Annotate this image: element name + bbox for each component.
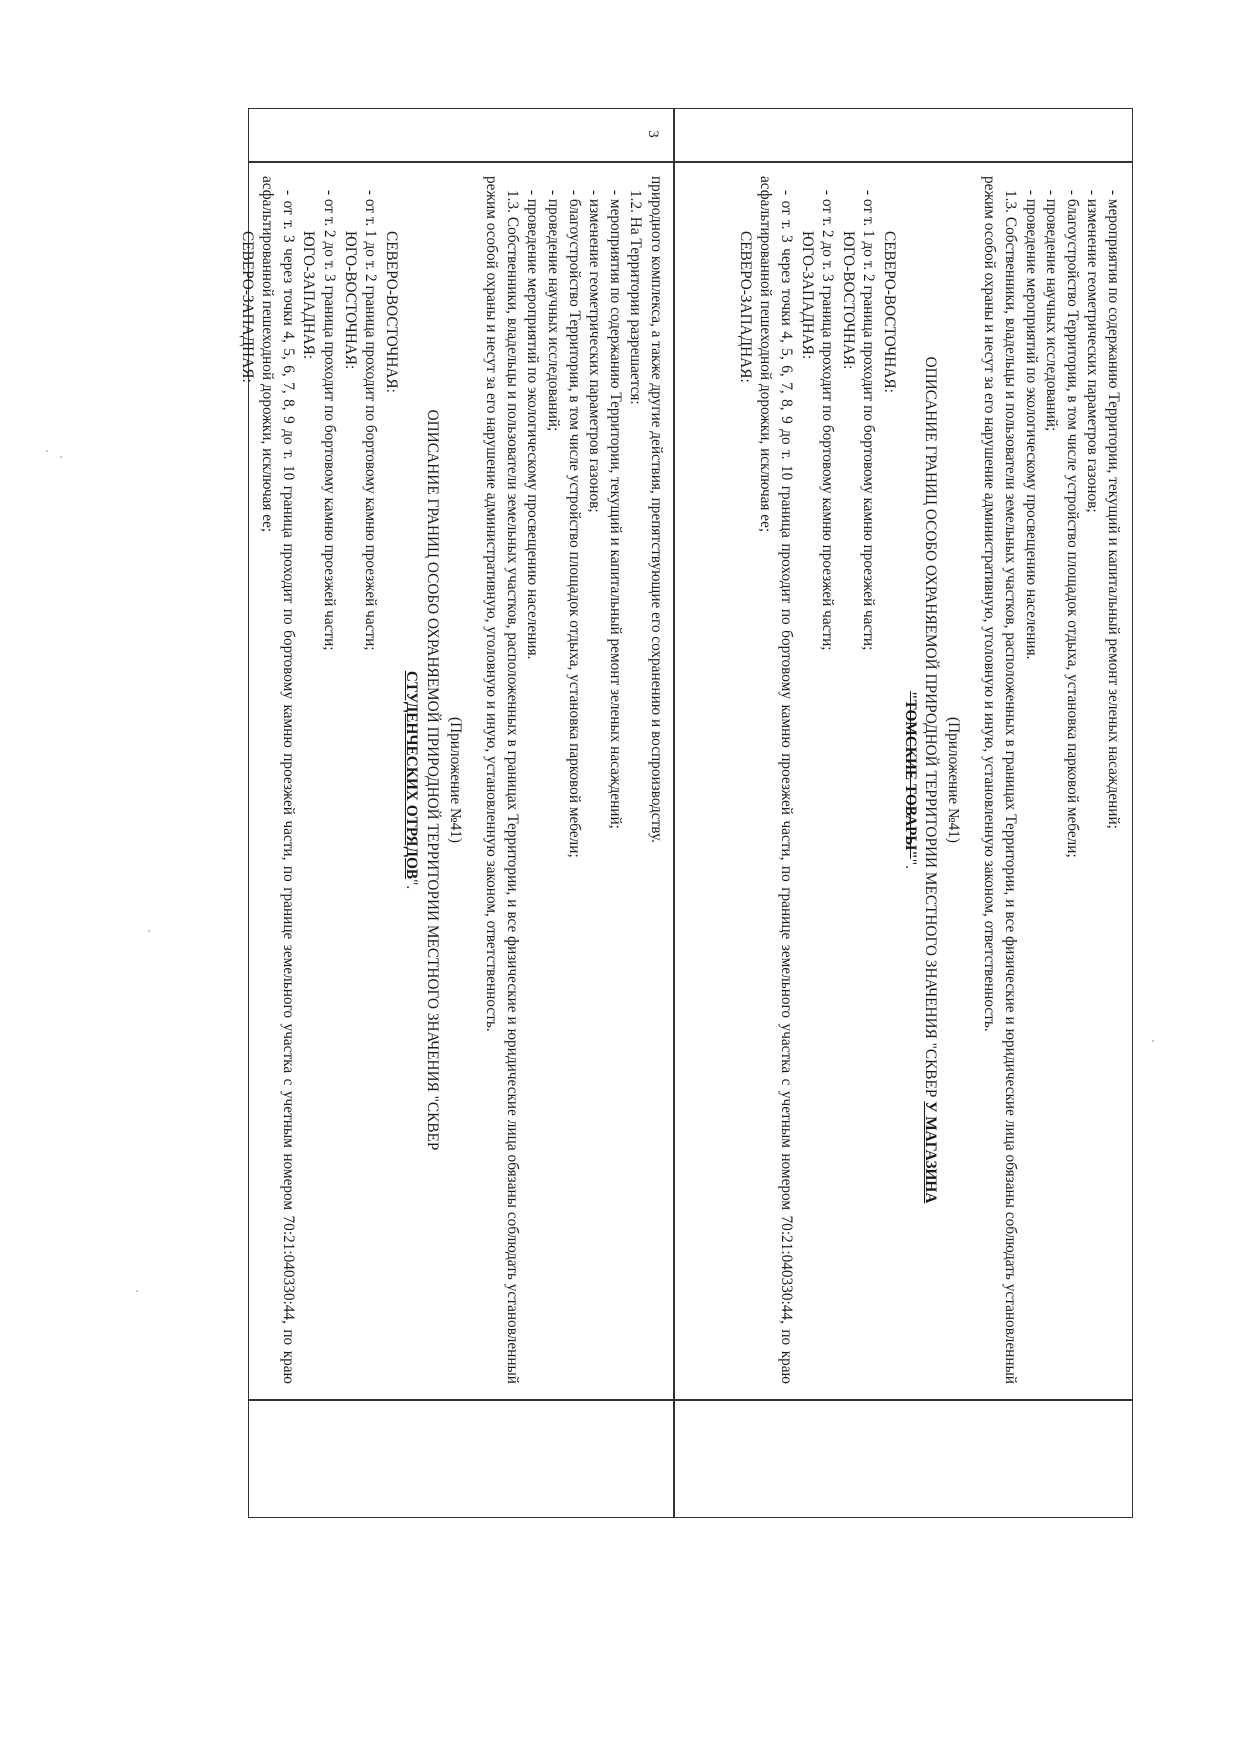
section-title-end: ". <box>901 858 919 869</box>
text-paragraph: - изменение геометрических параметров газонов; <box>1084 190 1102 513</box>
text-paragraph: - проведение мероприятий по экологическому просвещению населения. <box>524 190 542 660</box>
boundary-heading-sw: ЮГО-ЗАПАДНАЯ: <box>300 231 318 360</box>
section-title-text: ОПИСАНИЕ ГРАНИЦ ОСОБО ОХРАНЯЕМОЙ ПРИРОДНОЙ ТЕРРИТОРИИ МЕСТНОГО ЗНАЧЕНИЯ "СКВЕР <box>922 356 940 1098</box>
boundary-text-sw: - от т. 3 через точки 4, 5, 6, 7, 8, 9 до т. 10 граница проходит по бортовому камню проезжей части, по границе земельного участка с учетным номером 70:21:040330:44, по краю асфальтированной пешеходной дорожки, исключая ее; <box>259 176 297 1384</box>
section-title-struck-name: "ТОМСКИЕ ТОВАРЫ" <box>901 690 919 859</box>
boundary-heading-nw: СЕВЕРО-ЗАПАДНАЯ: <box>736 231 754 383</box>
text-paragraph: - проведение мероприятий по экологическому просвещению населения. <box>1022 190 1040 660</box>
section-title-name: СТУДЕНЧЕСКИХ ОТРЯДОВ <box>403 670 421 880</box>
rotated-page <box>238 108 1133 1518</box>
boundary-text-ne: - от т. 1 до т. 2 граница проходит по бортовому камню прoезжей части; <box>860 190 878 651</box>
text-paragraph: - проведение научных исследований; <box>1043 190 1061 432</box>
appendix-label: (Приложение №41) <box>944 716 962 843</box>
boundary-heading-ne: СЕВЕРО-ВОСТОЧНАЯ: <box>382 231 400 393</box>
boundary-text-se: - от т. 2 до т. 3 граница проходит по бортовому камню проезжей части; <box>321 190 339 651</box>
section-title-end: ". <box>403 879 421 890</box>
text-paragraph: - благоустройство Территории, в том числе устройство площадок отдыха, установка парковой мебели; <box>1063 190 1081 858</box>
text-paragraph: - благоустройство Территории, в том числе устройство площадок отдыха, установка парковой мебели; <box>565 190 583 858</box>
text-paragraph: 1.3. Собственники, владельцы и пользователи земельных участков, расположенных в границах Территории, и все физические и юридические лица обязаны соблюдать установленный режим особой охраны и несут за его нарушение административную, уголовную и иную, установленную законом, ответственность. <box>483 176 521 1384</box>
current-text-cell <box>681 170 1127 1390</box>
text-paragraph: 1.3. Собственники, владельцы и пользователи земельных участков, расположенных в границах Территории, и все физические и юридические лица обязаны соблюдать установленный режим особой охраны и несут за его нарушение административную, уголовную и иную, установленную законом, ответственность. <box>981 176 1020 1384</box>
text-paragraph: природного комплекса, а также другие действия, препятствующие его сохранению и воспроизводству. <box>648 176 665 843</box>
scan-speck <box>136 1290 138 1292</box>
scan-speck <box>46 450 48 452</box>
boundary-heading-se: ЮГО-ВОСТОЧНАЯ: <box>839 231 857 370</box>
boundary-heading-sw: ЮГО-ЗАПАДНАЯ: <box>798 231 816 360</box>
text-paragraph: - мероприятия по содержанию Территории, текущий и капитальный ремонт зеленых насаждений; <box>1105 190 1122 829</box>
boundary-heading-se: ЮГО-ВОСТОЧНАЯ: <box>341 231 359 370</box>
boundary-text-se: - от т. 2 до т. 3 граница проходит по бортовому камню проезжей части; <box>819 190 837 651</box>
boundary-heading-nw: СЕВЕРО-ЗАПАДНАЯ: <box>238 231 256 383</box>
proposed-text-cell <box>238 170 670 1390</box>
section-title-name: У МАГАЗИНА <box>922 1101 940 1204</box>
section-title-text: ОПИСАНИЕ ГРАНИЦ ОСОБО ОХРАНЯЕМОЙ ПРИРОДНОЙ ТЕРРИТОРИИ МЕСТНОГО ЗНАЧЕНИЯ "СКВЕР <box>424 409 442 1151</box>
table-divider <box>674 109 676 1517</box>
scan-speck <box>60 456 62 458</box>
boundary-heading-ne: СЕВЕРО-ВОСТОЧНАЯ: <box>881 231 899 393</box>
table-divider <box>249 1399 1132 1401</box>
text-paragraph: - мероприятия по содержанию Территории, текущий и капитальный ремонт зеленых насаждений; <box>606 190 624 829</box>
table-divider <box>249 161 1132 163</box>
scan-speck <box>1152 1040 1154 1042</box>
section-title <box>401 176 442 1384</box>
text-paragraph: - изменение геометрических параметров газонов; <box>586 190 604 513</box>
page-number: 3 <box>645 130 661 138</box>
text-paragraph: 1.2. На Территории разрешается: <box>627 190 645 405</box>
appendix-label: (Приложение №41) <box>446 716 464 843</box>
scan-speck <box>148 930 150 932</box>
text-paragraph: - проведение научных исследований; <box>545 190 563 432</box>
section-title <box>899 176 940 1384</box>
boundary-text-sw: - от т. 3 через точки 4, 5, 6, 7, 8, 9 до т. 10 граница проходит по бортовому камню проезжей части, по границе земельного участка с учетным номером 70:21:040330:44, по краю асфальтированной пешеходной дорожки, исключая ее; <box>757 176 796 1384</box>
boundary-text-ne: - от т. 1 до т. 2 граница проходит по бортовому камню проезжей части; <box>362 190 380 651</box>
